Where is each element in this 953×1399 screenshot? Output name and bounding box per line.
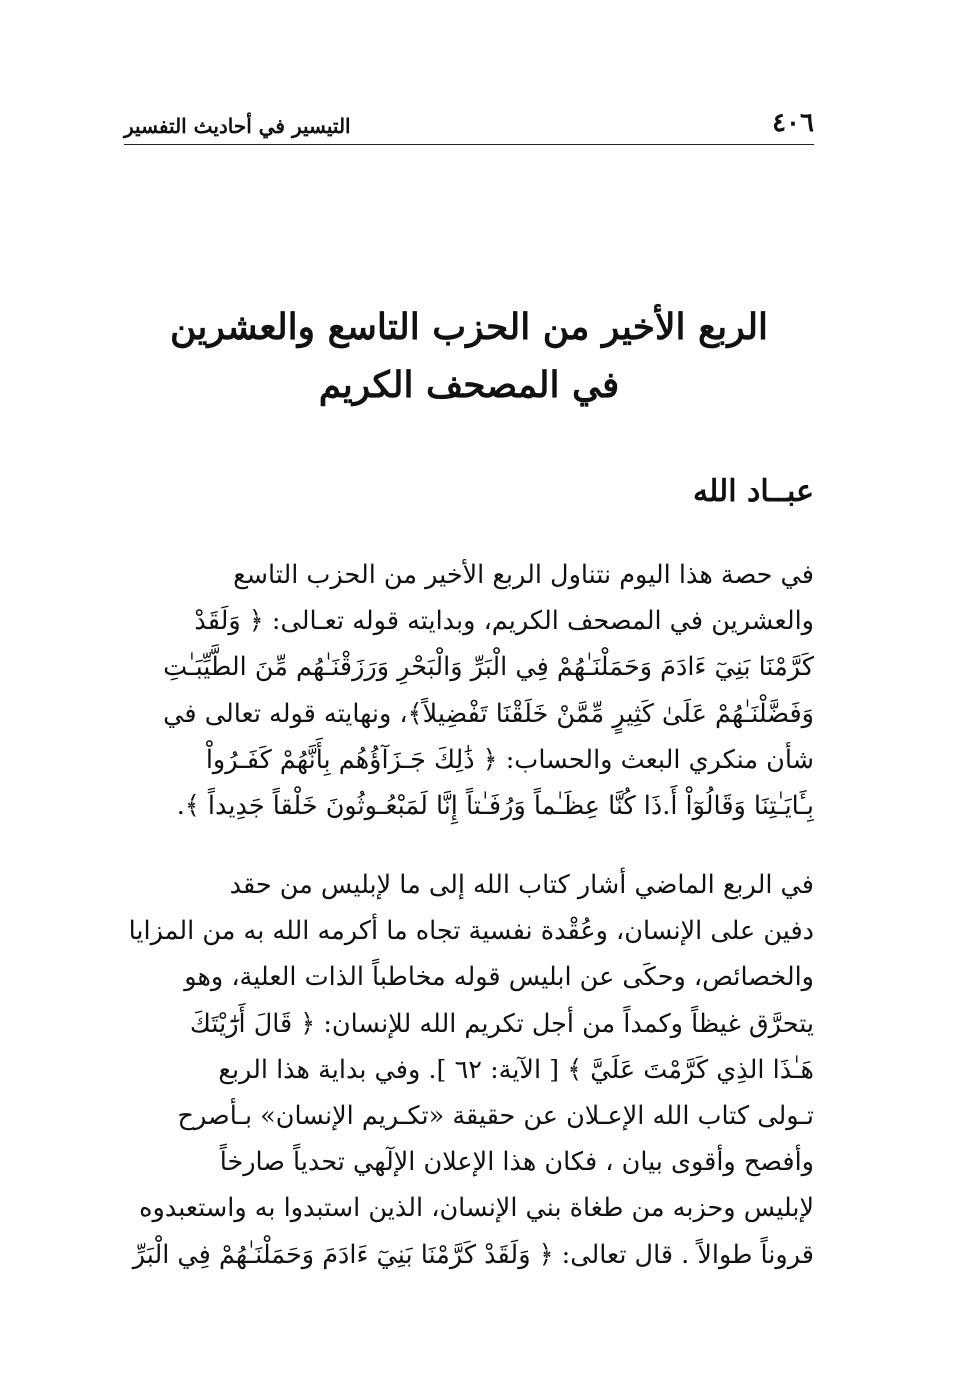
text-line: قروناً طوالاً . قال تعالى: ﴿ وَلَقَدْ كَرَّمْنَا بَنِيٓ ءَادَمَ وَحَمَلْنَـٰهُمْ فِي الْبَرِّ (132, 1239, 814, 1270)
text-line: شأن منكري البعث والحساب: ﴿ ذَٰلِكَ جَـزَآؤُهُم بِأَنَّهُمْ كَفَـرُواْ (205, 744, 814, 775)
text-line: في الربع الماضي أشار كتاب الله إلى ما لإبليس من حقد (229, 870, 814, 900)
page-number: ٤٠٦ (772, 108, 814, 138)
paragraph-1 (124, 552, 814, 829)
text-line: كَرَّمْنَا بَنِيٓ ءَادَمَ وَحَمَلْنَـٰهُمْ فِي الْبَرِّ وَالْبَحْرِ وَرَزَقْنَـٰهُم مِّنَ الطَّيِّبَـٰتِ (163, 652, 814, 683)
chapter-title-line-2: في المصحف الكريم (318, 364, 620, 406)
text-line: والعشرين في المصحف الكريم، وبدايته قوله تعـالى: ﴿ وَلَقَدْ (194, 606, 814, 637)
text-line: بِـَٔايَـٰتِنَا وَقَالُوٓاْ أَ.ذَا كُنَّا عِظَـٰماً وَرُفَـٰتاً إِنَّا لَمَبْعُـوثُونَ خَلْقاً جَدِيداً ﴾. (176, 791, 814, 822)
text-line: والخصائص، وحكَى عن ابليس قوله مخاطباً الذات العلية، وهو (184, 962, 814, 993)
text-line: دفين على الإنسان، وعُقْدة نفسية تجاه ما أكرمه الله به من المزايا (128, 916, 814, 947)
book-title: التيسير في أحاديث التفسير (124, 114, 351, 138)
text-line: هَـٰذَا الذِي كَرَّمْتَ عَلَيَّ ﴾ [ الآية: ٦٢ ]. وفي بداية هذا الربع (218, 1054, 814, 1085)
text-line: وأفصح وأقوى بيان ، فكان هذا الإعلان الإلٓهي تحدياً صارخاً (219, 1147, 814, 1178)
chapter-title (124, 298, 814, 414)
paragraph-2 (124, 862, 814, 1278)
text-line: في حصة هذا اليوم نتناول الربع الأخير من الحزب التاسع (233, 560, 814, 590)
text-line: يتحرَّق غيظاً وكمداً من أجل تكريم الله للإنسان: ﴿ قَالَ أَرَٰٓيْتَكَ (189, 1008, 814, 1039)
text-line: لإبليس وحزبه من طغاة بني الإنسان، الذين استبدوا به واستعبدوه (139, 1193, 814, 1224)
text-line: وَفَضَّلْنَـٰهُمْ عَلَىٰ كَثِيرٍ مِّمَّنْ خَلَقْنَا تَفْضِيلاً﴾، ونهايته قوله تعالى في (163, 698, 814, 729)
running-header (124, 106, 814, 145)
section-heading: عبــاد الله (693, 474, 814, 509)
chapter-title-line-1: الربع الأخير من الحزب التاسع والعشرين (169, 306, 769, 348)
text-line: تـولى كتاب الله الإعـلان عن حقيقة «تكـريم الإنسان» بـأصرح (177, 1101, 814, 1132)
